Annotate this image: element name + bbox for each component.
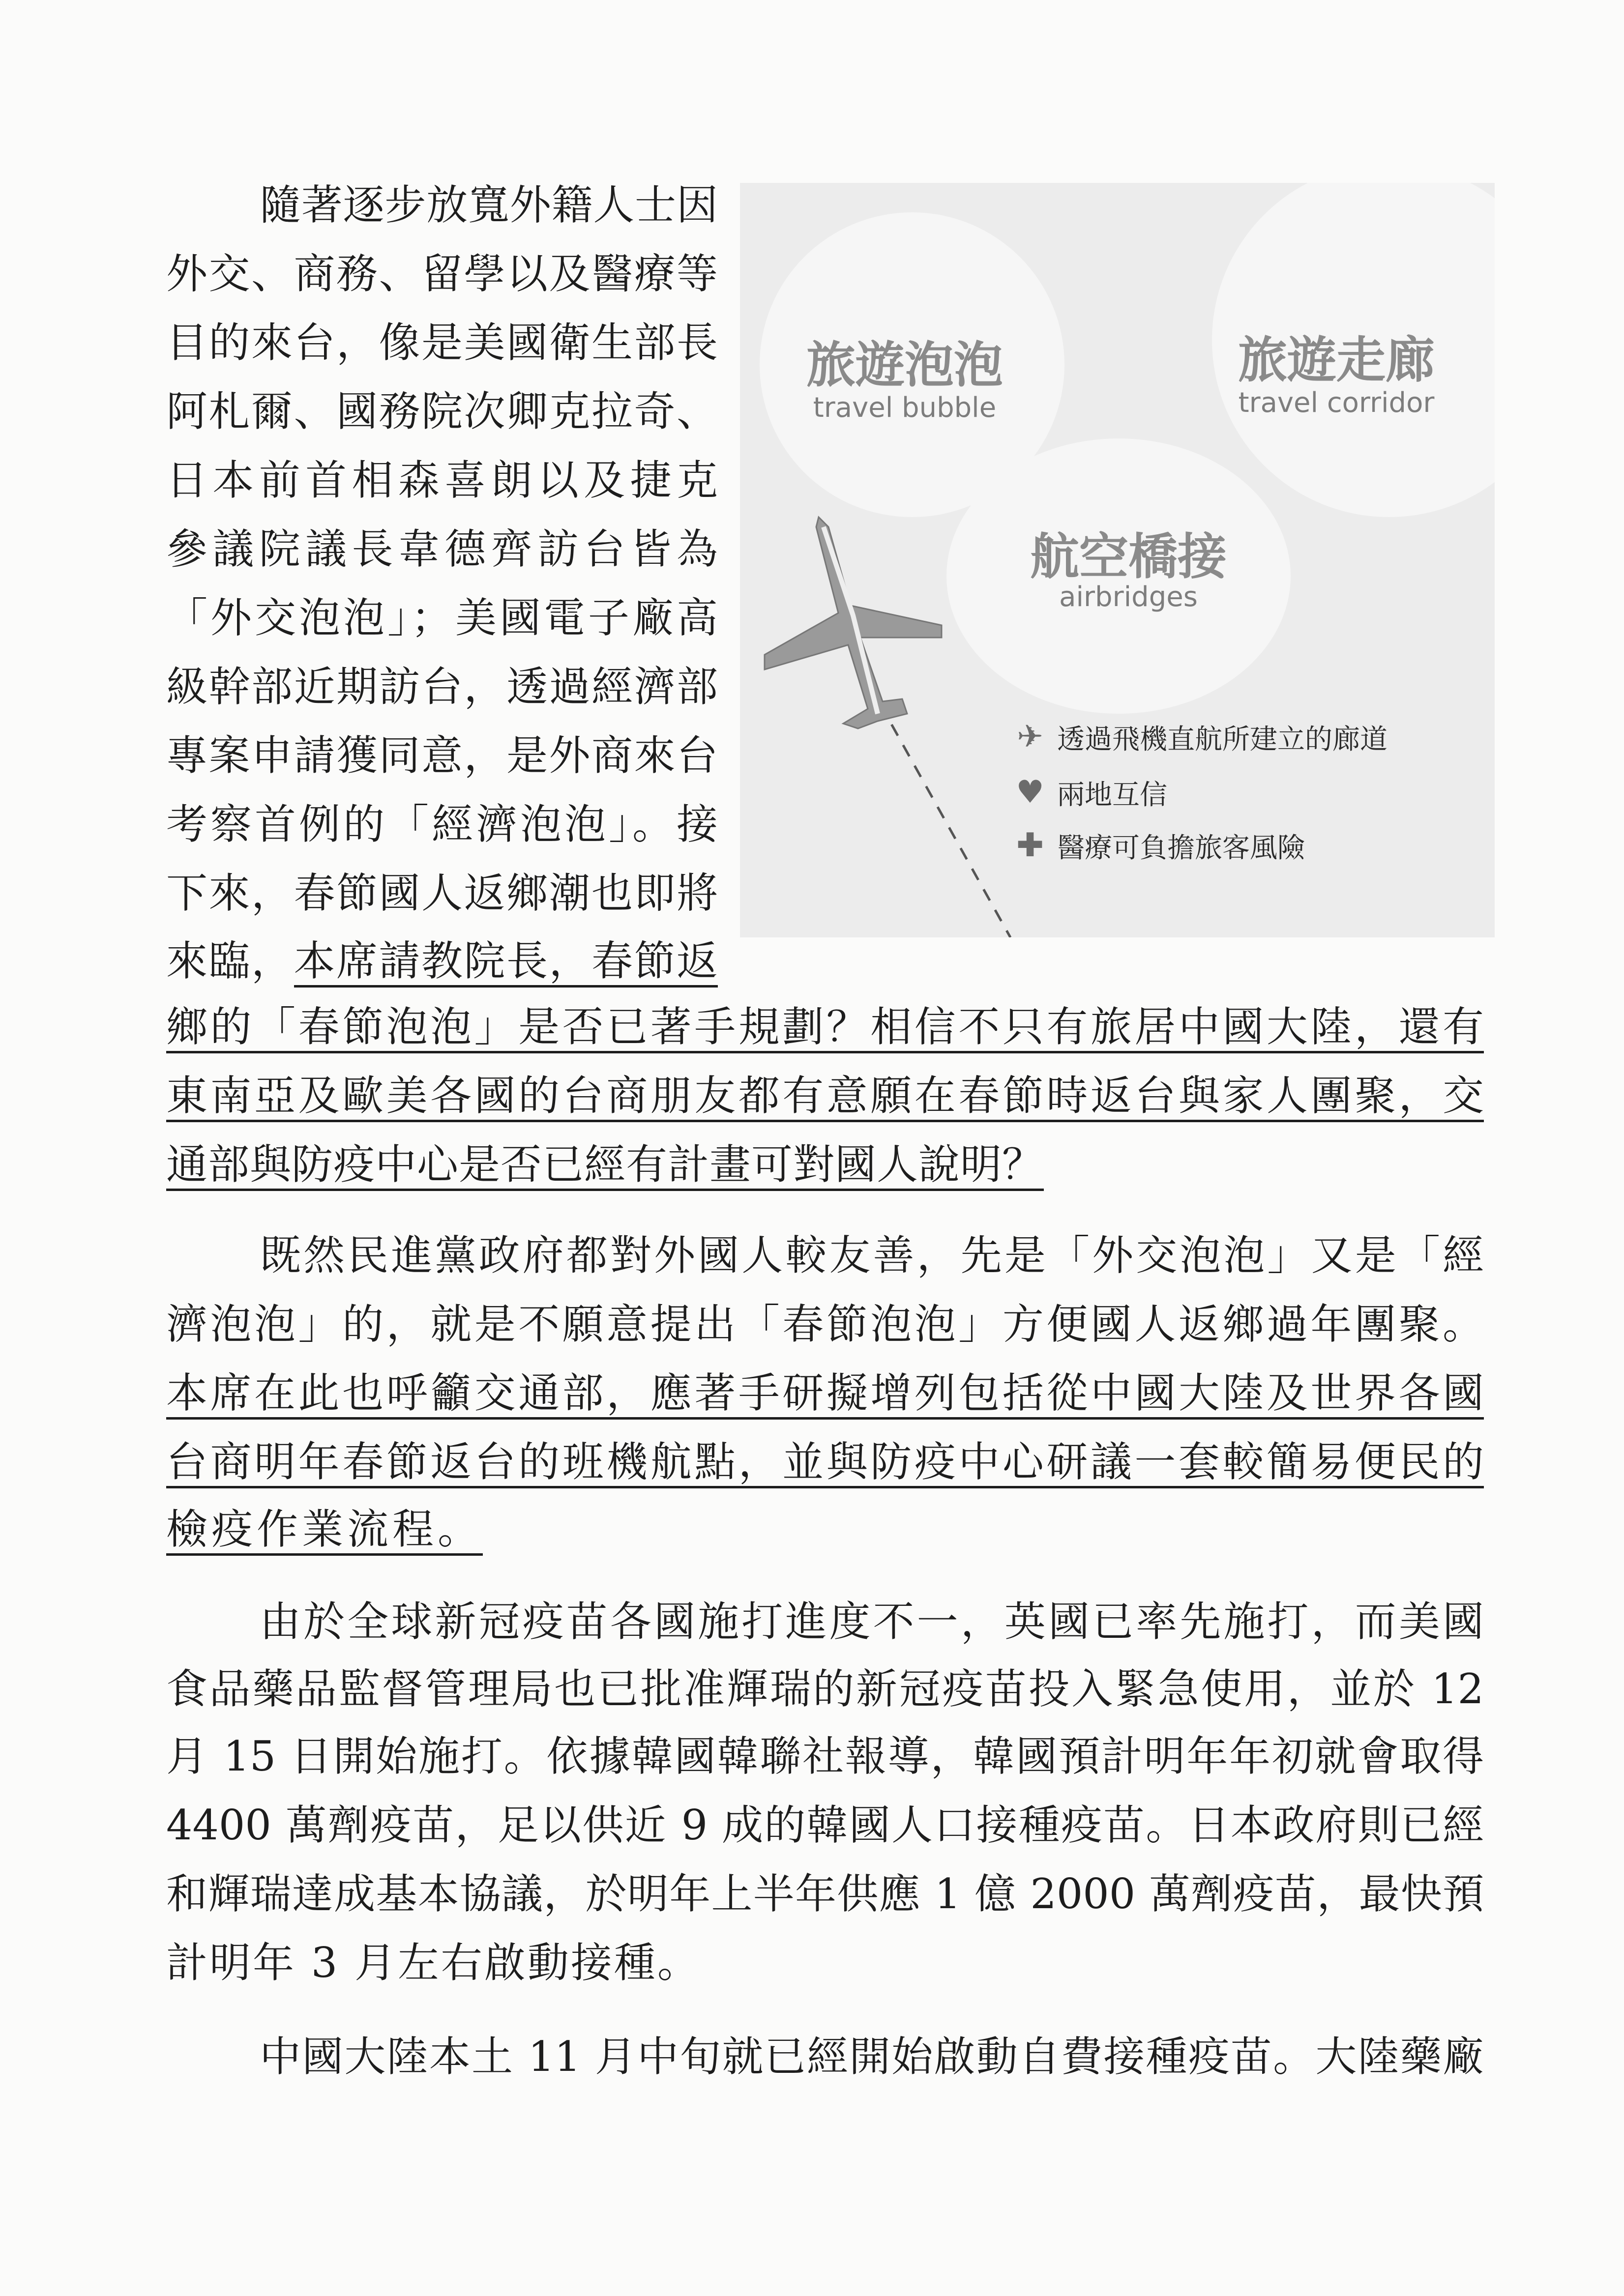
text-line: 下來，春節國人返鄉潮也即將 [166, 869, 718, 917]
text-line [166, 933, 718, 988]
underlined-text: 檢疫作業流程。 [166, 1505, 483, 1556]
underlined-text: 通部與防疫中心是否已經有計畫可對國人說明？ [166, 1140, 1044, 1191]
underlined-text: 本席請教院長，春節返 [294, 937, 718, 988]
text-line: 由於全球新冠疫苗各國施打進度不一，英國已率先施打，而美國 [260, 1598, 1484, 1646]
text-line: 隨著逐步放寬外籍人士因 [260, 181, 718, 229]
text-line: 食品藥品監督管理局也已批准輝瑞的新冠疫苗投入緊急使用，並於 12 [166, 1665, 1484, 1713]
underlined-text: 東南亞及歐美各國的台商朋友都有意願在春節時返台與家人團聚，交 [166, 1072, 1484, 1122]
text-line: 中國大陸本土 11 月中旬就已經開始啟動自費接種疫苗。大陸藥廠 [260, 2033, 1484, 2081]
plus-icon: ✚ [1017, 827, 1043, 864]
text-line: 考察首例的「經濟泡泡」。接 [166, 800, 718, 848]
travel-bubble-subtitle: travel bubble [813, 392, 997, 424]
text-line: 日本前首相森喜朗以及捷克 [166, 456, 718, 504]
underlined-text: 台商明年春節返台的班機航點，並與防疫中心研議一套較簡易便民的 [166, 1438, 1484, 1488]
underlined-line [166, 1502, 483, 1557]
airbridges-subtitle: airbridges [1059, 581, 1198, 613]
text-plain: 來臨， [166, 937, 294, 985]
underlined-text: 本席在此也呼籲交通部，應著手研擬增列包括從中國大陸及世界各國 [166, 1369, 1484, 1420]
text-line: 和輝瑞達成基本協議，於明年上半年供應 1 億 2000 萬劑疫苗，最快預 [166, 1870, 1484, 1918]
flight-path [880, 704, 1010, 937]
text-line: 月 15 日開始施打。依據韓國韓聯社報導，韓國預計明年年初就會取得 [166, 1732, 1484, 1780]
text-line: 4400 萬劑疫苗，足以供近 9 成的韓國人口接種疫苗。日本政府則已經 [166, 1801, 1484, 1849]
text-line: 阿札爾、國務院次卿克拉奇、 [166, 387, 718, 436]
underlined-line [166, 1068, 1484, 1123]
text-line: 專案申請獲同意，是外商來台 [166, 731, 718, 780]
underlined-line [166, 1366, 1484, 1421]
airplane-icon: ✈ [1017, 719, 1043, 755]
text-line: 外交、商務、留學以及醫療等 [166, 250, 718, 298]
travel-bubble-infographic [740, 183, 1495, 937]
text-line: 級幹部近期訪台，透過經濟部 [166, 663, 718, 711]
bullet-text: 透過飛機直航所建立的廊道 [1057, 724, 1388, 756]
bullet-text: 醫療可負擔旅客風險 [1057, 832, 1305, 864]
text-line: 參議院議長韋德齊訪台皆為 [166, 525, 718, 573]
travel-corridor-title: 旅遊走廊 [1238, 331, 1435, 389]
underlined-line [166, 1434, 1484, 1489]
bullet-text: 兩地互信 [1057, 779, 1167, 811]
text-line: 計明年 3 月左右啟動接種。 [166, 1939, 701, 1987]
airbridges-title: 航空橋接 [1030, 528, 1227, 585]
travel-bubble-title: 旅遊泡泡 [806, 336, 1003, 394]
underlined-line [166, 999, 1484, 1054]
text-line: 濟泡泡」的，就是不願意提出「春節泡泡」方便國人返鄉過年團聚。 [166, 1300, 1484, 1348]
text-line: 既然民進黨政府都對外國人較友善，先是「外交泡泡」又是「經 [260, 1231, 1484, 1279]
text-line: 目的來台，像是美國衛生部長 [166, 319, 718, 367]
text-line: 「外交泡泡」；美國電子廠高 [166, 594, 718, 642]
underlined-line [166, 1137, 1044, 1192]
heart-icon: ♥ [1016, 774, 1044, 811]
airplane-illustration [755, 507, 1050, 937]
underlined-text: 鄉的「春節泡泡」是否已著手規劃？相信不只有旅居中國大陸，還有 [166, 1003, 1484, 1053]
travel-corridor-subtitle: travel corridor [1238, 387, 1435, 419]
